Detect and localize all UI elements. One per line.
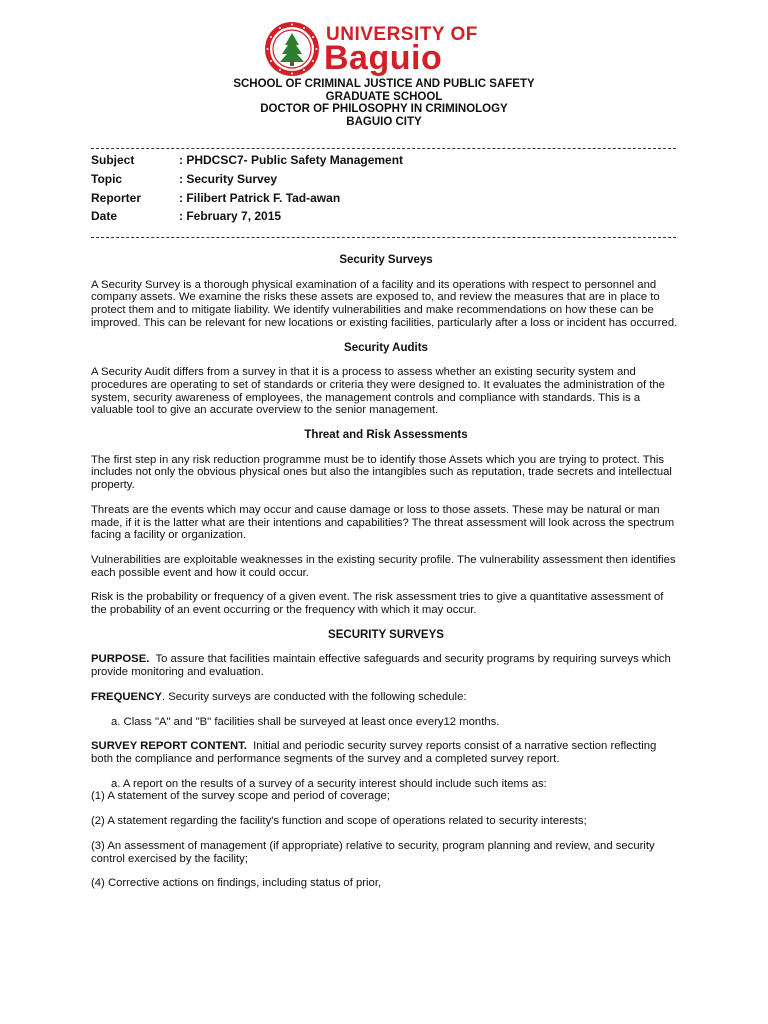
report-text: Initial and periodic security survey reports consist of a narrative section reflecting both the compliance and performance segments of the survey and a completed survey report. <box>91 740 657 765</box>
report-label: SURVEY REPORT CONTENT. <box>91 740 247 753</box>
meta-label: Topic <box>91 171 123 186</box>
paragraph: The first step in any risk reduction programme must be to identify those Assets which you are trying to protect. This includes not only the obvious physical ones but also the intangibles such as reputation, trade secrets and intellectual property. <box>91 453 672 492</box>
section-heading: Security Surveys <box>339 254 433 266</box>
purpose-label: PURPOSE. <box>91 653 150 666</box>
report-meta <box>91 153 676 228</box>
section-heading: SECURITY SURVEYS <box>328 628 444 641</box>
purpose-paragraph <box>91 653 681 678</box>
meta-value: : February 7, 2015 <box>179 209 282 224</box>
frequency-paragraph <box>91 691 681 704</box>
meta-value: : PHDCSC7- Public Safety Management <box>179 153 404 167</box>
meta-value: : Security Survey <box>179 171 278 186</box>
report-list-item: (4) Corrective actions on findings, including status of prior, <box>91 877 382 890</box>
meta-value: : Filibert Patrick F. Tad-awan <box>179 190 341 205</box>
frequency-item: a. Class "A" and "B" facilities shall be surveyed at least once every12 months. <box>111 715 500 728</box>
divider-bottom <box>91 237 676 238</box>
section-heading: Threat and Risk Assessments <box>304 429 468 442</box>
frequency-label: FREQUENCY <box>91 690 162 703</box>
report-paragraph <box>91 740 681 765</box>
school-line: DOCTOR OF PHILOSOPHY IN CRIMINOLOGY <box>260 103 508 115</box>
document-body <box>91 254 681 902</box>
school-line: BAGUIO CITY <box>346 115 422 128</box>
meta-label: Date <box>91 209 118 224</box>
meta-row-reporter <box>91 191 676 210</box>
report-item-a: a. A report on the results of a survey of a security interest should include such items as: <box>111 777 547 790</box>
divider-top <box>91 148 676 149</box>
paragraph: Vulnerabilities are exploitable weaknesses in the existing security profile. The vulnerability assessment then identifies each possible event and how it could occur. <box>91 553 676 579</box>
paragraph: Threats are the events which may occur and cause damage or loss to those assets. These may be natural or man made, if it is the latter what are their intentions and capabilities? The threat assessment will look across the spectrum facing a facility or organization. <box>91 503 675 542</box>
school-line: SCHOOL OF CRIMINAL JUSTICE AND PUBLIC SAFETY <box>233 78 535 90</box>
report-list-item: (2) A statement regarding the facility's function and scope of operations related to security interests; <box>91 815 587 828</box>
university-seal-icon <box>264 21 320 77</box>
purpose-text: To assure that facilities maintain effective safeguards and security programs by requiring surveys which provide monitoring and evaluation. <box>91 653 671 679</box>
school-heading <box>0 78 768 128</box>
school-line: GRADUATE SCHOOL <box>325 90 443 103</box>
meta-label: Subject <box>91 153 135 167</box>
paragraph: A Security Audit differs from a survey in that it is a process to assess whether an existing security system and procedures are operating to set of standards or criteria they were designed to. It evaluates the administration of the system, security awareness of employees, the management controls and compliance with standards. This is a valuable tool to give an accurate overview to the senior management. <box>91 366 665 417</box>
section-heading: Security Audits <box>344 341 428 354</box>
meta-label: Reporter <box>91 190 142 205</box>
report-list-item: (1) A statement of the survey scope and period of coverage; <box>91 790 390 803</box>
university-logo <box>264 20 494 76</box>
logo-text-bottom: Baguio <box>324 39 443 77</box>
frequency-text: . Security surveys are conducted with the following schedule: <box>161 690 467 703</box>
meta-row-date <box>91 209 676 228</box>
report-list-item: (3) An assessment of management (if appropriate) relative to security, program planning and review, and security control exercised by the facility; <box>91 839 655 865</box>
meta-row-subject <box>91 153 676 172</box>
paragraph: A Security Survey is a thorough physical examination of a facility and its operations with respect to personnel and company assets. We examine the risks these assets are exposed to, and review the measures that are in place to protect them and to mitigate liability. We identify vulnerabilities and make recommendations on how these can be improved. This can be relevant for new locations or existing facilities, particularly after a loss or incident has occurred. <box>91 278 678 329</box>
logo-text-top: UNIVERSITY OF <box>326 24 478 45</box>
meta-row-topic <box>91 172 676 191</box>
paragraph: Risk is the probability or frequency of a given event. The risk assessment tries to give a quantitative assessment of the probability of an event occurring or the frequency with which it may occur. <box>91 591 664 617</box>
